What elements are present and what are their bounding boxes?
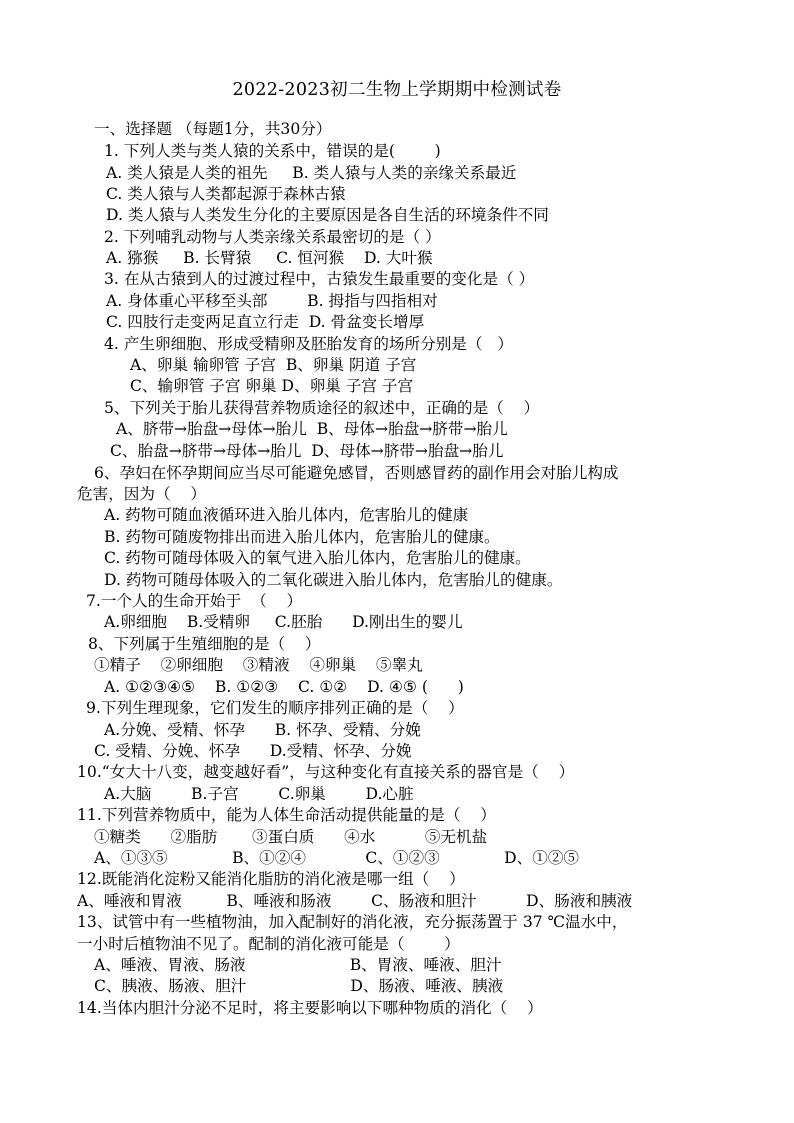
- section-header: 一、选择题 （每题1分，共30分）: [94, 120, 332, 138]
- question-2-options: A. 猕猴 B. 长臂猿 C. 恒河猴 D. 大叶猴: [106, 249, 433, 267]
- question-8-items: ①精子 ②卵细胞 ③精液 ④卵巢 ⑤睾丸: [94, 656, 423, 674]
- question-11-options: A、①③⑤ B、①②④ C、①②③ D、①②⑤: [94, 849, 580, 867]
- question-1-options-ab: A. 类人猿是人类的祖先 B. 类人猿与人类的亲缘关系最近: [106, 164, 517, 182]
- question-12-stem: 12.既能消化淀粉又能消化脂肪的消化液是哪一组（ ）: [77, 870, 465, 888]
- question-6-option-d: D. 药物可随母体吸入的二氧化碳进入胎儿体内，危害胎儿的健康。: [104, 571, 563, 589]
- question-13-options-ab: A、唾液、胃液、肠液 B、胃液、唾液、胆汁: [94, 956, 502, 974]
- question-3-options-ab: A. 身体重心平移至头部 B. 拇指与四指相对: [106, 292, 438, 310]
- question-1-option-c: C. 类人猿与人类都起源于森林古猿: [106, 185, 346, 203]
- question-9-options-cd: C. 受精、分娩、怀孕 D.受精、怀孕、分娩: [94, 742, 412, 760]
- question-1-option-d: D. 类人猿与人类发生分化的主要原因是各自生活的环境条件不同: [106, 206, 549, 224]
- question-6-option-c: C. 药物可随母体吸入的氧气进入胎儿体内，危害胎儿的健康。: [104, 549, 531, 567]
- question-9-options-ab: A.分娩、受精、怀孕 B. 怀孕、受精、分娩: [104, 721, 421, 739]
- question-5-options-cd: C、胎盘→脐带→母体→胎儿 D、母体→脐带→胎盘→胎儿: [110, 442, 504, 460]
- question-7-options: A.卵细胞 B.受精卵 C.胚胎 D.刚出生的婴儿: [104, 613, 463, 631]
- question-4-options-ab: A、卵巢 输卵管 子宫 B、卵巢 阴道 子宫: [130, 356, 417, 374]
- question-6-option-b: B. 药物可随废物排出而进入胎儿体内，危害胎儿的健康。: [104, 528, 500, 546]
- question-4-stem: 4. 产生卵细胞、形成受精卵及胚胎发育的场所分别是（ ）: [104, 335, 513, 353]
- question-10-options: A.大脑 B.子宫 C.卵巢 D.心脏: [104, 785, 414, 803]
- question-10-stem: 10.“女大十八变，越变越好看”，与这种变化有直接关系的器官是（ ）: [77, 763, 575, 781]
- question-13-stem-cont: 一小时后植物油不见了。配制的消化液可能是（ ）: [77, 935, 460, 953]
- question-4-options-cd: C、输卵管 子宫 卵巢 D、卵巢 子宫 子宫: [130, 377, 414, 395]
- question-5-options-ab: A、脐带→胎盘→母体→胎儿 B、母体→胎盘→脐带→胎儿: [116, 420, 508, 438]
- question-3-stem: 3. 在从古猿到人的过渡过程中，古猿发生最重要的变化是（ ）: [104, 270, 535, 288]
- question-8-stem: 8、下列属于生殖细胞的是（ ）: [88, 635, 321, 653]
- question-6-stem-cont: 危害，因为（ ）: [77, 485, 206, 503]
- question-1-stem: 1. 下列人类与类人猿的关系中，错误的是( ): [104, 142, 441, 160]
- question-13-options-cd: C、胰液、肠液、胆汁 D、肠液、唾液、胰液: [94, 977, 504, 995]
- question-2-stem: 2. 下列哺乳动物与人类亲缘关系最密切的是（ ）: [104, 228, 441, 246]
- question-12-options: A、唾液和胃液 B、唾液和肠液 C、肠液和胆汁 D、肠液和胰液: [77, 892, 633, 910]
- question-8-options: A. ①②③④⑤ B. ①②③ C. ①② D. ④⑤ ( ): [104, 678, 464, 696]
- exam-title: 2022-2023初二生物上学期期中检测试卷: [232, 80, 562, 100]
- question-6-stem: 6、孕妇在怀孕期间应当尽可能避免感冒，否则感冒药的副作用会对胎儿构成: [94, 464, 619, 482]
- question-14-stem: 14.当体内胆汁分泌不足时，将主要影响以下哪种物质的消化（ ）: [77, 999, 543, 1017]
- question-13-stem: 13、试管中有一些植物油，加入配制好的消化液，充分振荡置于 37 ℃温水中，: [77, 913, 628, 931]
- question-11-stem: 11.下列营养物质中，能为人体生命活动提供能量的是（ ）: [77, 806, 496, 824]
- question-11-items: ①糖类 ②脂肪 ③蛋白质 ④水 ⑤无机盐: [94, 828, 488, 846]
- question-9-stem: 9.下列生理现象，它们发生的顺序排列正确的是（ ）: [86, 699, 464, 717]
- question-5-stem: 5、下列关于胎儿获得营养物质途径的叙述中，正确的是（ ）: [104, 399, 540, 417]
- question-3-options-cd: C. 四肢行走变两足直立行走 D. 骨盆变长增厚: [106, 313, 425, 331]
- question-7-stem: 7.一个人的生命开始于 （ ）: [86, 592, 303, 610]
- question-6-option-a: A. 药物可随血液循环进入胎儿体内，危害胎儿的健康: [104, 506, 469, 524]
